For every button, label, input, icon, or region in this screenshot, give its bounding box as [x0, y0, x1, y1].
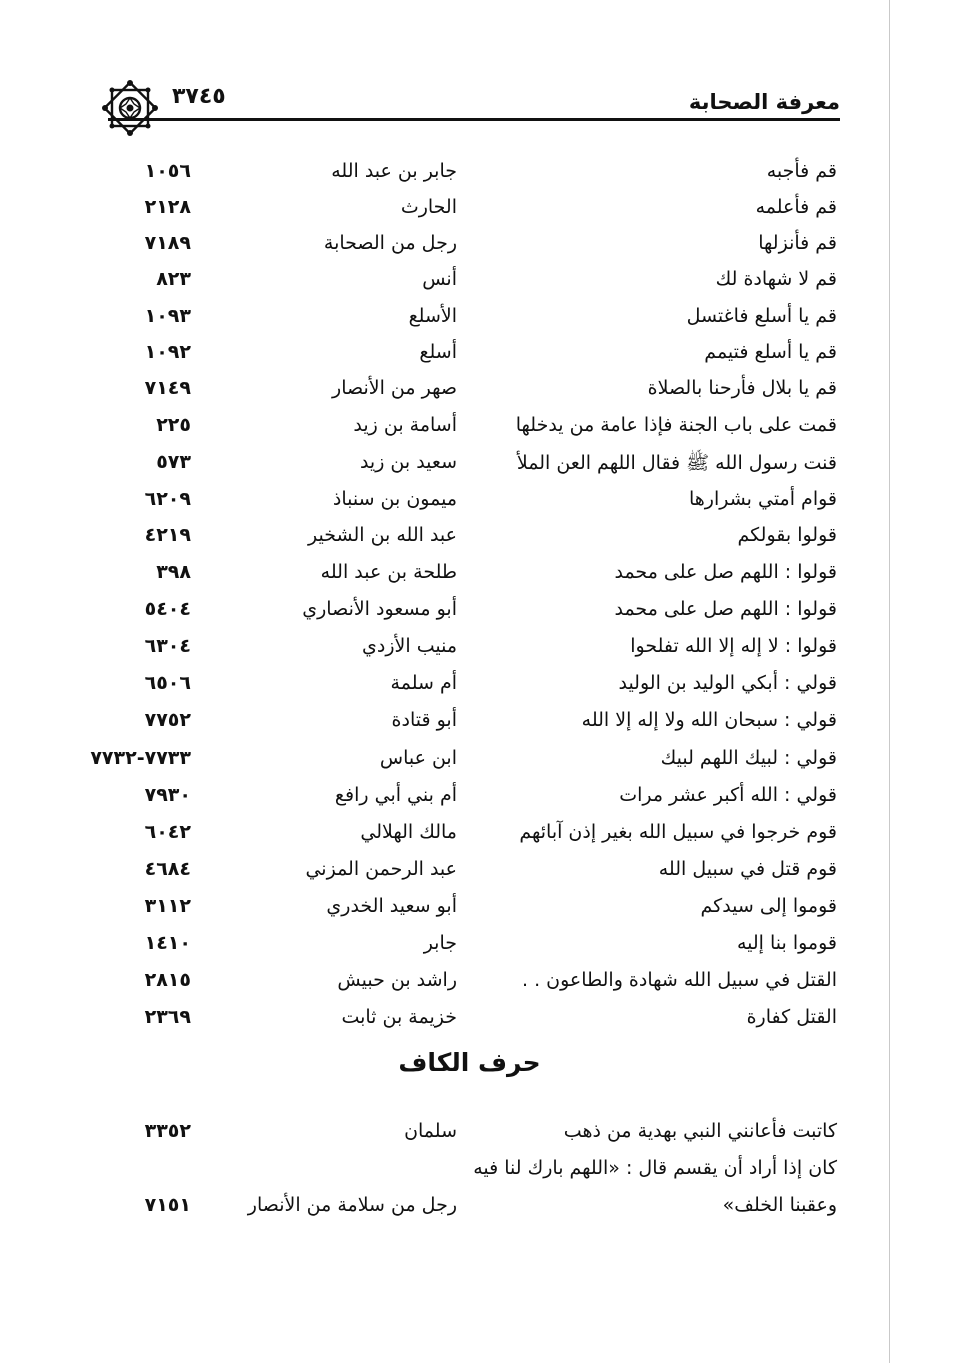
index-entry [0, 1120, 959, 1156]
narrator-name: عبد الله بن الشخير [308, 524, 457, 546]
hadith-number: ١٠٥٦ [144, 160, 191, 182]
hadith-number: ٤٦٨٤ [144, 858, 191, 880]
index-entry [0, 858, 959, 894]
narrator-name: رجل من الصحابة [323, 232, 457, 254]
hadith-text: قم يا بلال فأرحنا بالصلاة [647, 377, 837, 399]
header-rule [108, 118, 840, 121]
index-entry [0, 1157, 959, 1193]
index-entry [0, 672, 959, 708]
hadith-number: ١٠٩٢ [144, 341, 191, 363]
index-entry [0, 1194, 959, 1230]
hadith-text: قم لا شهادة لك [715, 268, 837, 290]
hadith-number: ١٤١٠ [144, 932, 191, 954]
hadith-text: قوموا بنا إليه [736, 932, 837, 954]
narrator-name: أسلع [419, 341, 457, 363]
narrator-name: الأسلع [408, 305, 457, 327]
section-heading-text: حرف الكاف [398, 1048, 541, 1077]
hadith-number: ٦٣٠٤ [144, 635, 191, 657]
hadith-number: ١٠٩٣ [144, 305, 191, 327]
hadith-text: قولي : أبكي الوليد بن الوليد [618, 672, 837, 694]
hadith-text: قم فأنزلها [758, 232, 837, 254]
hadith-number: ٨٢٣ [156, 268, 191, 290]
index-entry [0, 160, 959, 196]
index-entry [0, 1006, 959, 1042]
index-entry [0, 784, 959, 820]
hadith-number: ٧٩٣٠ [144, 784, 191, 806]
hadith-number: ٢٨١٥ [144, 969, 191, 991]
hadith-number: ٤٢١٩ [144, 524, 191, 546]
index-entry [0, 635, 959, 671]
hadith-number: ٥٤٠٤ [144, 598, 191, 620]
hadith-text: قم يا أسلع فاغتسل [686, 305, 837, 327]
narrator-name: خزيمة بن ثابت [341, 1006, 457, 1028]
index-entry [0, 821, 959, 857]
hadith-text: قولوا : اللهم صل على محمد [614, 561, 837, 583]
narrator-name: عبد الرحمن المزني [305, 858, 457, 880]
hadith-number: ٦٠٤٢ [144, 821, 191, 843]
hadith-text: كان إذا أراد أن يقسم قال : «اللهم بارك لنا فيه [473, 1157, 837, 1179]
hadith-text: قم فأعلمه [755, 196, 837, 218]
narrator-name: أبو مسعود الأنصاري [302, 598, 457, 620]
narrator-name: منيب الأزدي [362, 635, 457, 657]
hadith-number: ٧٧٣٣-٧٧٣٢ [90, 747, 191, 769]
narrator-name: سعيد بن زيد [359, 451, 457, 473]
hadith-text: قولوا : اللهم صل على محمد [614, 598, 837, 620]
hadith-text: قولوا بقولكم [737, 524, 837, 546]
narrator-name: جابر بن عبد الله [331, 160, 457, 182]
hadith-text: قولي : لبيك اللهم لبيك [660, 747, 837, 769]
hadith-text: قوام أمتي بشرارها [688, 488, 837, 510]
index-entry [0, 524, 959, 560]
hadith-number: ٥٧٣ [156, 451, 191, 473]
hadith-number: ٢٣٦٩ [144, 1006, 191, 1028]
hadith-text: قوم خرجوا في سبيل الله بغير إذن آبائهم [519, 821, 837, 843]
hadith-number: ٧١٤٩ [144, 377, 191, 399]
index-entry [0, 598, 959, 634]
index-entry [0, 196, 959, 232]
hadith-text: قم يا أسلع فتيمم [704, 341, 837, 363]
hadith-number: ٢١٢٨ [144, 196, 191, 218]
narrator-name: أنس [422, 268, 457, 290]
narrator-name: جابر [423, 932, 457, 954]
index-entry [0, 305, 959, 341]
book-title: معرفة الصحابة [688, 90, 840, 114]
hadith-text: القتل كفارة [746, 1006, 837, 1028]
hadith-number: ٧١٥١ [144, 1194, 191, 1216]
narrator-name: سلمان [404, 1120, 457, 1142]
hadith-number: ٣٩٨ [156, 561, 191, 583]
hadith-number: ٣١١٢ [144, 895, 191, 917]
hadith-number: ٧٧٥٢ [144, 709, 191, 731]
hadith-text: قنت رسول الله ﷺ فقال اللهم العن الملأ [516, 452, 837, 474]
section-heading [0, 1048, 959, 1077]
hadith-number: ٢٢٥ [156, 414, 191, 436]
narrator-name: صهر من الأنصار [332, 377, 457, 399]
hadith-text: قم فأجبه [766, 160, 837, 182]
narrator-name: أسامة بن زيد [353, 414, 457, 436]
hadith-text: قمت على باب الجنة فإذا عامة من يدخلها [515, 414, 837, 436]
hadith-text: كاتبت فأعانني النبي بهدية من ذهب [563, 1120, 837, 1142]
narrator-name: الحارث [400, 196, 457, 218]
narrator-name: راشد بن حبيش [337, 969, 457, 991]
hadith-text: قوم قتل في سبيل الله [658, 858, 837, 880]
hadith-number: ٣٣٥٢ [144, 1120, 191, 1142]
hadith-text: قولي : سبحان الله ولا إله إلا الله [581, 709, 837, 731]
hadith-text: وعقبنا الخلف» [722, 1194, 837, 1216]
page-header [100, 78, 840, 134]
narrator-name: أبو سعيد الخدري [326, 895, 457, 917]
narrator-name: مالك الهلالي [360, 821, 457, 843]
narrator-name: رجل من سلامة من الأنصار [247, 1194, 457, 1216]
hadith-text: قوموا إلى سيدكم [700, 895, 837, 917]
index-entry [0, 451, 959, 487]
page-number: ٣٧٤٥ [172, 84, 226, 109]
hadith-text: القتل في سبيل الله شهادة والطاعون . . [521, 969, 837, 991]
index-entry [0, 341, 959, 377]
hadith-text: قولوا : لا إله إلا الله تفلحوا [630, 635, 837, 657]
index-entry [0, 561, 959, 597]
index-entry [0, 895, 959, 931]
index-entry [0, 709, 959, 745]
narrator-name: أبو قتادة [391, 709, 457, 731]
index-entry [0, 414, 959, 450]
hadith-number: ٦٥٠٦ [144, 672, 191, 694]
index-entry [0, 488, 959, 524]
index-entry [0, 268, 959, 304]
index-entry [0, 932, 959, 968]
narrator-name: ميمون بن سنباذ [332, 488, 457, 510]
narrator-name: طلحة بن عبد الله [320, 561, 457, 583]
index-entry [0, 232, 959, 268]
hadith-number: ٦٢٠٩ [144, 488, 191, 510]
narrator-name: أم بني أبي رافع [334, 784, 457, 806]
index-entry [0, 969, 959, 1005]
index-entry [0, 377, 959, 413]
narrator-name: ابن عباس [379, 747, 457, 769]
hadith-number: ٧١٨٩ [144, 232, 191, 254]
hadith-text: قولي : الله أكبر عشر مرات [619, 784, 837, 806]
octagonal-star-ornament-icon [100, 78, 160, 138]
index-entry [0, 747, 959, 783]
narrator-name: أم سلمة [390, 672, 457, 694]
